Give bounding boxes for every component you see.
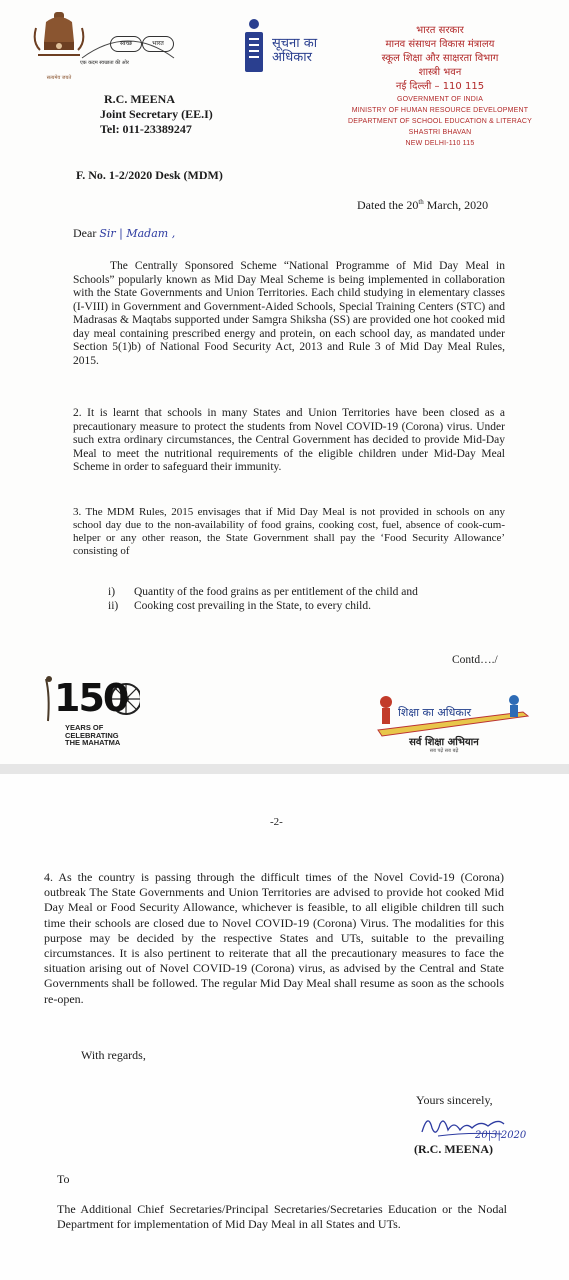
english-line-4: SHASTRI BHAVAN [408, 129, 472, 136]
page-separator [0, 764, 569, 774]
gandhi-text-3: THE MAHATMA [65, 738, 121, 747]
to-label: To [57, 1172, 70, 1186]
letter-date [357, 198, 488, 213]
gandhi-150-text [65, 724, 120, 747]
closing-regards: With regards, [81, 1048, 146, 1062]
file-number: F. No. 1-2/2020 Desk (MDM) [76, 168, 223, 182]
swachh-tagline: एक कदम स्वच्छता की ओर [80, 60, 129, 66]
continued-marker: Contd…./ [452, 654, 498, 666]
officer-designation: Joint Secretary (EE.I) [100, 107, 213, 121]
salutation-handwritten: Sir | Madam , [99, 227, 176, 240]
english-line-3: DEPARTMENT OF SCHOOL EDUCATION & LITERACY [347, 118, 532, 125]
hindi-line-4: शास्त्री भवन [418, 67, 462, 78]
officer-name: R.C. MEENA [104, 92, 175, 106]
ssa-title: शिक्षा का अधिकार [398, 706, 472, 719]
paragraph-2: 2. It is learnt that schools in many States and Union Territories have been closed as a precautionary measure to protect the students from Novel COVID-19 (Corona) virus. Under such extra ordinary circumstances, the Central Government has decided to provide Mid-Day Meal to meet the nutritional requirements of the eligible children under Mid-Day Meal Scheme in order to safeguard their immunity. [73, 407, 505, 473]
date-prefix: Dated the 20 [357, 198, 419, 212]
ssa-name: सर्व शिक्षा अभियान [409, 737, 479, 748]
swachh-bharat-logo [80, 30, 170, 76]
sarva-shiksha-abhiyan-logo [368, 692, 538, 758]
list-item [108, 599, 418, 613]
list-item-marker: ii) [108, 600, 119, 612]
paragraph-3: 3. The MDM Rules, 2015 envisages that if Mid Day Meal is not provided in schools on any school day due to the non-availability of food grains, cooking cost, fuel, absence of cook-cum-helper or any other reason, the State Government shall pay the ‘Food Security Allowance’ consisting of [73, 506, 505, 557]
rti-logo-icon [244, 18, 264, 74]
page-number: -2- [270, 816, 283, 828]
rti-line-1: सूचना का [272, 36, 318, 51]
gandhi-150-logo [40, 675, 140, 751]
officer-tel: Tel: 011-23389247 [100, 122, 192, 136]
rti-label [272, 37, 317, 65]
signature-date: 20|3|2020 [475, 1130, 527, 1141]
allowance-list [108, 585, 418, 613]
hindi-line-2: मानव संसाधन विकास मंत्रालय [385, 39, 495, 50]
english-line-1: GOVERNMENT OF INDIA [396, 96, 484, 103]
gandhi-text-1: YEARS OF [65, 723, 104, 732]
national-emblem-icon [32, 8, 86, 81]
salutation-text: Dear [73, 226, 97, 240]
english-line-5: NEW DELHI-110 115 [405, 140, 475, 147]
swachh-right-label: भारत [142, 36, 174, 52]
date-sup: th [418, 198, 424, 206]
signatory-name: (R.C. MEENA) [414, 1142, 493, 1156]
salutation [73, 226, 175, 241]
swachh-left-label: स्वच्छ [110, 36, 142, 52]
gandhi-text-2: CELEBRATING [65, 730, 119, 740]
list-item-text: Cooking cost prevailing in the State, to every child. [134, 600, 371, 612]
ministry-header [325, 24, 555, 149]
hindi-line-3: स्कूल शिक्षा और साक्षरता विभाग [381, 53, 499, 64]
paragraph-4: 4. As the country is passing through the difficult times of the Novel Covid-19 (Corona) outbreak The State Governments and Union Territories are advised to provide hot cooked Mid Day Meal or Food Security Allowance, whichever is feasible, to all eligible children till such time their schools are closed due to Novel COVID-19 (Corona) Virus. The modalities for this purpose may be decided by the respective States and UTs, suitable to the prevailing circumstances. It is also pertinent to reiterate that all the precautionary measures to face the situation arising out of Novel COVID-19 (Corona) virus, as advised by the Central and State Governments shall be followed. The regular Mid Day Meal shall resume as soon as the schools re-open. [44, 870, 504, 1006]
rti-line-2: अधिकार [272, 50, 312, 65]
paragraph-1: The Centrally Sponsored Scheme “National Programme of Mid Day Meal in Schools” popularly known as Mid Day Meal Scheme is being implemented in collaboration with the State Governments and Union Territories. Each child studying in elementary classes (I-VIII) in Government and Government-Aided Schools, Special Training Centers (STC) and Madrasas & Maqtabs supported under Samgra Shiksha (SS) are provided one hot cooked mid day meal containing prescribed energy and protein, on each school day, as mandated under Section 5(1)b) of National Food Security Act, 2013 and Rule 3 of Mid Day Meal Rules, 2015. [73, 260, 505, 367]
list-item-text: Quantity of the food grains as per entitlement of the child and [134, 586, 418, 598]
addressee: The Additional Chief Secretaries/Principal Secretaries/Secretaries Education or the Nodal Department for implementation of Mid Day Meal in all States and UTs. [57, 1202, 507, 1231]
list-item [108, 585, 418, 599]
list-item-marker: i) [108, 586, 116, 598]
hindi-line-5: नई दिल्ली – 110 115 [395, 81, 485, 92]
yours-sincerely: Yours sincerely, [416, 1093, 493, 1107]
gandhi-150-number: 150 [54, 676, 128, 720]
hindi-line-1: भारत सरकार [416, 25, 464, 36]
date-suffix: March, 2020 [423, 198, 489, 212]
english-line-2: MINISTRY OF HUMAN RESOURCE DEVELOPMENT [351, 107, 529, 114]
ssa-tagline: सब पढ़ें सब बढ़ें [429, 748, 459, 754]
officer-block [100, 92, 213, 137]
emblem-caption: सत्यमेव जयते [46, 75, 72, 81]
